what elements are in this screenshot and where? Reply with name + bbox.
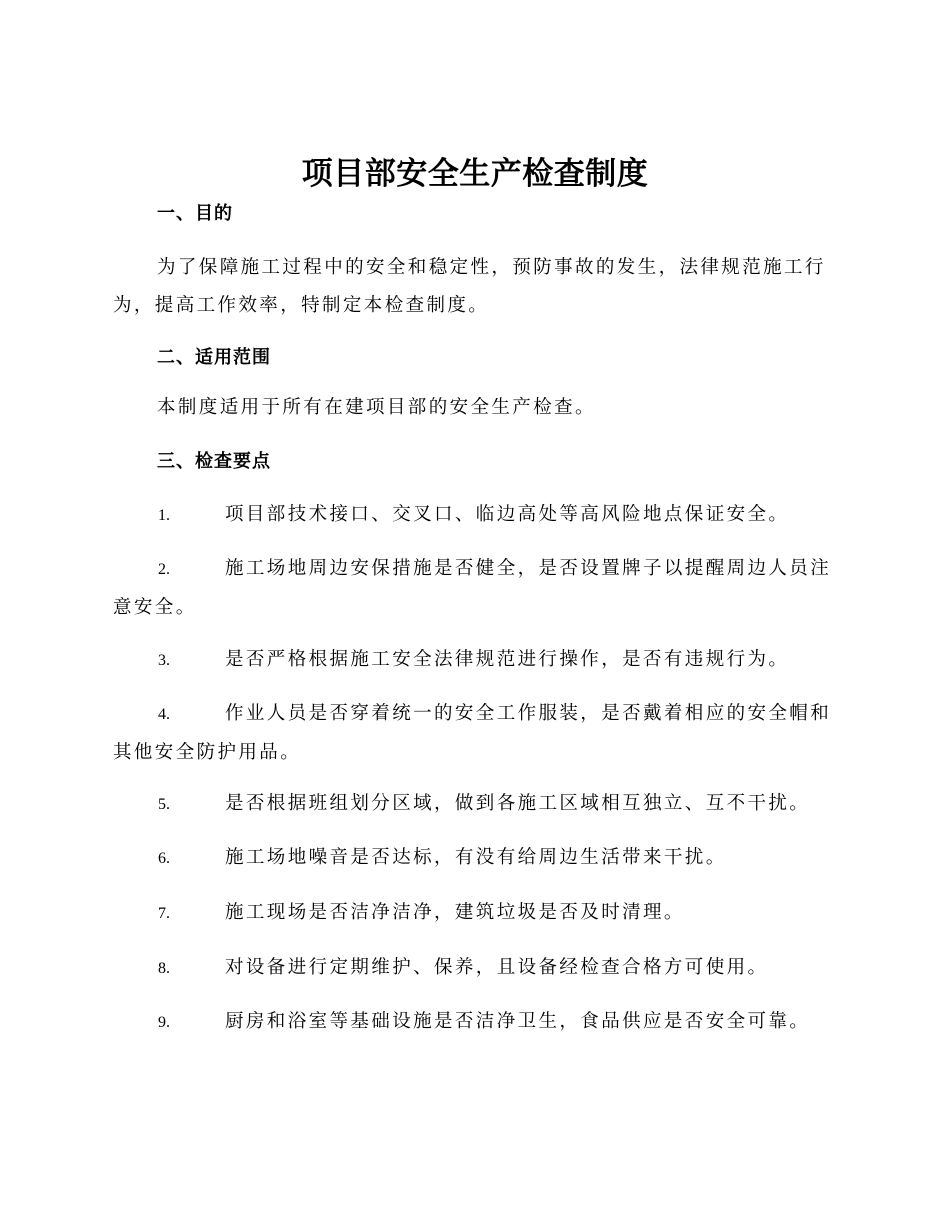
list-item-text: 施工场地噪音是否达标，有没有给周边生活带来干扰。: [225, 847, 727, 868]
document-title: 项目部安全生产检查制度: [301, 156, 649, 192]
list-item-number: 7.: [158, 905, 170, 922]
list-item-text: 项目部技术接口、交叉口、临边高处等高风险地点保证安全。: [225, 504, 790, 525]
list-item-number: 8.: [158, 960, 170, 977]
list-item-text: 厨房和浴室等基础设施是否洁净卫生，食品供应是否安全可靠。: [225, 1011, 811, 1032]
list-item: [113, 496, 837, 535]
section-paragraph-purpose: 为了保障施工过程中的安全和稳定性，预防事故的发生，法律规范施工行为，提高工作效率，特制定本检查制度。: [113, 257, 826, 316]
section-heading-purpose: 一、目的: [157, 203, 233, 224]
section-heading-checkpoints: 三、检查要点: [157, 451, 271, 472]
list-item-number: 9.: [158, 1014, 170, 1031]
list-item-number: 6.: [158, 850, 170, 867]
list-item-number: 4.: [158, 706, 170, 723]
section-heading-scope: 二、适用范围: [157, 347, 271, 368]
list-item-text: 作业人员是否穿着统一的安全工作服装，是否戴着相应的安全帽和其他安全防护用品。: [113, 703, 832, 763]
list-item: [113, 894, 837, 933]
list-item: [113, 550, 837, 627]
list-item-number: 1.: [158, 507, 170, 524]
list-item-text: 施工场地周边安保措施是否健全，是否设置牌子以提醒周边人员注意安全。: [113, 558, 832, 618]
list-item: [113, 949, 837, 988]
list-item-text: 施工现场是否洁净洁净，建筑垃圾是否及时清理。: [225, 902, 685, 923]
list-item: [113, 641, 837, 680]
list-item-text: 是否严格根据施工安全法律规范进行操作，是否有违规行为。: [225, 649, 790, 670]
list-item-number: 3.: [158, 652, 170, 669]
list-item-number: 2.: [158, 561, 170, 578]
list-item: [113, 785, 837, 824]
list-item-text: 是否根据班组划分区域，做到各施工区域相互独立、互不干扰。: [225, 793, 811, 814]
section-paragraph-scope: 本制度适用于所有在建项目部的安全生产检查。: [157, 397, 596, 418]
list-item-text: 对设备进行定期维护、保养，且设备经检查合格方可使用。: [225, 957, 769, 978]
list-item: [113, 839, 837, 878]
list-item: [113, 695, 837, 772]
list-item-number: 5.: [158, 796, 170, 813]
list-item: [113, 1003, 837, 1042]
